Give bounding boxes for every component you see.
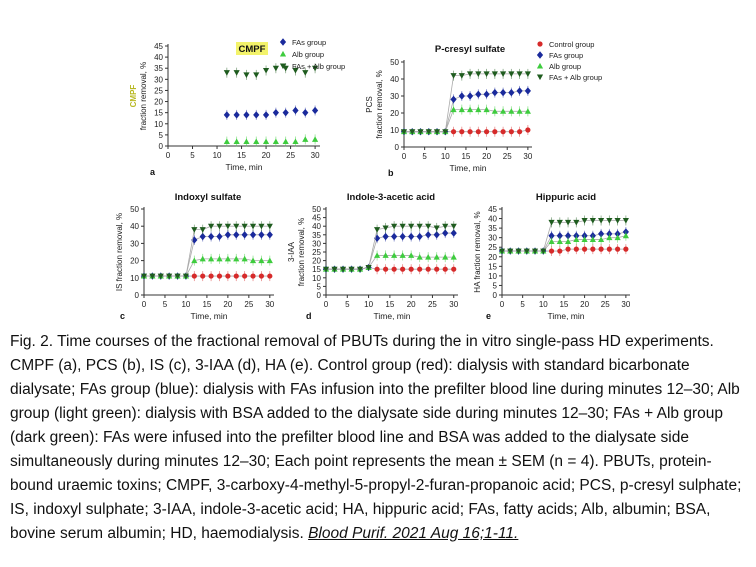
data-point bbox=[582, 247, 587, 252]
caption-citation: Blood Purif. 2021 Aug 16;1-11. bbox=[308, 525, 519, 542]
chart-b-ylabel-main: fraction removal, % bbox=[375, 70, 384, 139]
x-tick-label: 30 bbox=[449, 300, 459, 309]
x-tick-label: 5 bbox=[162, 300, 168, 309]
data-point bbox=[426, 267, 431, 272]
y-tick-label: 45 bbox=[488, 205, 497, 214]
x-tick-label: 30 bbox=[265, 300, 275, 309]
data-point bbox=[443, 267, 448, 272]
y-tick-label: 10 bbox=[154, 119, 163, 129]
y-tick-label: 45 bbox=[154, 42, 163, 51]
chart-a-ylabel-main: fraction removal, % bbox=[139, 61, 148, 131]
y-tick-label: 15 bbox=[488, 262, 497, 272]
data-point bbox=[434, 267, 439, 272]
x-tick-label: 20 bbox=[406, 300, 416, 309]
data-point bbox=[590, 247, 595, 252]
y-tick-label: 0 bbox=[134, 291, 139, 300]
data-point bbox=[234, 70, 240, 76]
data-point bbox=[302, 109, 308, 116]
chart-a-ylabel-prefix: CMPF bbox=[129, 84, 138, 108]
x-tick-label: 20 bbox=[482, 152, 492, 161]
data-point bbox=[234, 111, 240, 118]
data-point bbox=[273, 109, 279, 116]
data-point bbox=[607, 247, 612, 252]
x-tick-label: 20 bbox=[261, 151, 271, 160]
chart-d-title: Indole-3-acetic acid bbox=[346, 192, 436, 203]
data-point bbox=[263, 111, 269, 118]
y-tick-label: 10 bbox=[488, 271, 497, 281]
y-tick-label: 0 bbox=[316, 291, 321, 300]
x-tick-label: 10 bbox=[181, 300, 191, 309]
chart-c-panel-letter: c bbox=[120, 311, 126, 321]
data-point bbox=[492, 89, 498, 96]
data-point bbox=[392, 267, 397, 272]
y-tick-label: 50 bbox=[130, 205, 139, 214]
data-point bbox=[459, 92, 465, 99]
y-tick-label: 40 bbox=[312, 222, 321, 232]
data-point bbox=[467, 92, 473, 99]
legend-marker bbox=[537, 75, 543, 81]
chart-e-panel-letter: e bbox=[486, 311, 492, 321]
data-point bbox=[525, 127, 530, 132]
data-point bbox=[253, 72, 259, 78]
x-tick-label: 0 bbox=[141, 300, 147, 309]
data-point bbox=[234, 273, 239, 278]
data-point bbox=[525, 87, 531, 94]
data-point bbox=[383, 233, 389, 240]
data-point bbox=[208, 273, 213, 278]
y-tick-label: 20 bbox=[488, 252, 497, 262]
chart-a-series-0 bbox=[224, 105, 318, 119]
data-point bbox=[475, 91, 481, 98]
legend-label: FAs group bbox=[292, 38, 327, 47]
data-point bbox=[508, 89, 514, 96]
x-tick-label: 25 bbox=[502, 152, 512, 161]
y-tick-label: 40 bbox=[390, 75, 399, 84]
data-point bbox=[224, 138, 230, 144]
caption-text: Fig. 2. Time courses of the fractional removal of PBUTs during the in vitro single-pass HD experiments. CMPF (a), PCS (b), IS (c), 3-IAA (d), HA (e). Control group (red): dialysis with standard bicarbonate dialysate; FAs group (blue): dialysis with FAs infusion into the prefilter blood line during minutes 12–30; Alb group (light green): dialysis with BSA added to the dialysate side during minutes 12–30; FAs + Alb group (dark green): FAs were infused into the prefilter blood line and BSA was added to the dialysate side simultaneously during minutes 12–30; Each point represents the mean ± SEM (n = 4). PBUTs, protein-bound uraemic toxins; CMPF, 3-carboxy-4-methyl-5-propyl-2-furan-propanoic acid; PCS, p-cresyl sulphate; IS, indoxyl sulphate; 3-IAA, indole-3-acetic acid; HA, hippuric acid; FAs, fatty acids; Alb, albumin; BSA, bovine serum albumin; HD, haemodialysis. bbox=[10, 333, 742, 542]
y-tick-label: 35 bbox=[312, 230, 321, 240]
data-point bbox=[492, 129, 497, 134]
y-tick-label: 25 bbox=[488, 243, 497, 253]
y-tick-label: 25 bbox=[154, 86, 163, 96]
data-point bbox=[200, 273, 205, 278]
data-point bbox=[312, 107, 318, 114]
data-point bbox=[233, 231, 239, 238]
data-point bbox=[217, 273, 222, 278]
legend-label: Alb group bbox=[292, 50, 325, 59]
data-point bbox=[425, 231, 431, 238]
data-point bbox=[225, 273, 230, 278]
chart-d-panel-letter: d bbox=[306, 311, 312, 321]
x-tick-label: 25 bbox=[427, 300, 437, 309]
series-line bbox=[404, 74, 528, 132]
x-tick-label: 10 bbox=[364, 300, 374, 309]
data-point bbox=[615, 247, 620, 252]
x-tick-label: 15 bbox=[461, 152, 471, 161]
data-point bbox=[557, 248, 562, 253]
y-tick-label: 35 bbox=[488, 224, 497, 234]
chart-b-xlabel: Time, min bbox=[449, 163, 487, 173]
y-tick-label: 30 bbox=[154, 75, 163, 85]
x-tick-label: 30 bbox=[523, 152, 533, 161]
x-tick-label: 5 bbox=[190, 151, 195, 160]
y-tick-label: 0 bbox=[158, 142, 163, 151]
data-point bbox=[273, 138, 279, 144]
data-point bbox=[258, 231, 264, 238]
y-tick-label: 40 bbox=[154, 53, 163, 63]
data-point bbox=[224, 70, 230, 76]
legend-marker bbox=[280, 51, 286, 57]
data-point bbox=[224, 111, 230, 118]
data-point bbox=[273, 66, 279, 72]
chart-c bbox=[115, 192, 275, 321]
data-point bbox=[417, 267, 422, 272]
y-tick-label: 25 bbox=[312, 248, 321, 257]
data-point bbox=[400, 267, 405, 272]
x-tick-label: 5 bbox=[345, 300, 350, 309]
data-point bbox=[283, 138, 289, 144]
data-point bbox=[434, 225, 440, 231]
y-tick-label: 10 bbox=[390, 126, 399, 135]
legend-marker bbox=[537, 63, 543, 69]
data-point bbox=[243, 72, 249, 78]
data-point bbox=[312, 136, 318, 142]
x-tick-label: 25 bbox=[286, 151, 296, 160]
data-point bbox=[467, 129, 472, 134]
x-tick-label: 20 bbox=[580, 300, 590, 309]
data-point bbox=[250, 231, 256, 238]
data-point bbox=[208, 233, 214, 240]
y-tick-label: 15 bbox=[154, 108, 163, 118]
data-point bbox=[267, 231, 273, 238]
chart-c-ylabel: IS fraction removal, % bbox=[115, 212, 124, 292]
legend-marker bbox=[537, 51, 543, 58]
x-tick-label: 5 bbox=[422, 152, 427, 161]
x-tick-label: 15 bbox=[385, 300, 395, 309]
data-point bbox=[549, 248, 554, 253]
y-tick-label: 50 bbox=[390, 58, 399, 67]
x-tick-label: 0 bbox=[323, 300, 329, 309]
chart-c-xlabel: Time, min bbox=[190, 311, 228, 321]
data-point bbox=[459, 129, 464, 134]
chart-a bbox=[129, 38, 345, 177]
x-tick-label: 30 bbox=[310, 151, 320, 160]
y-tick-label: 30 bbox=[130, 239, 139, 249]
data-point bbox=[253, 111, 259, 118]
data-point bbox=[292, 107, 298, 114]
data-point bbox=[517, 87, 523, 94]
legend-label: FAs + Alb group bbox=[292, 62, 346, 71]
x-tick-label: 15 bbox=[559, 300, 569, 309]
data-point bbox=[450, 96, 456, 103]
legend-marker bbox=[280, 38, 286, 45]
data-point bbox=[623, 233, 629, 239]
data-point bbox=[574, 247, 579, 252]
y-tick-label: 45 bbox=[312, 213, 321, 223]
x-tick-label: 25 bbox=[600, 300, 610, 309]
y-tick-label: 20 bbox=[390, 109, 399, 118]
x-tick-label: 0 bbox=[165, 151, 171, 160]
legend-label: Alb group bbox=[549, 62, 582, 71]
chart-c-series-3 bbox=[141, 221, 273, 279]
data-point bbox=[400, 233, 406, 240]
data-point bbox=[283, 109, 289, 116]
y-tick-label: 5 bbox=[492, 281, 497, 291]
x-tick-label: 10 bbox=[440, 152, 450, 161]
chart-b bbox=[365, 40, 602, 178]
data-point bbox=[451, 129, 456, 134]
data-point bbox=[500, 89, 506, 96]
chart-b-ylabel-prefix: PCS bbox=[365, 96, 374, 113]
data-point bbox=[216, 233, 222, 240]
y-tick-label: 35 bbox=[154, 64, 163, 74]
chart-a-panel-letter: a bbox=[150, 167, 156, 177]
y-tick-label: 10 bbox=[312, 273, 321, 283]
chart-b-series-3 bbox=[401, 69, 531, 135]
data-point bbox=[302, 136, 308, 142]
data-point bbox=[292, 138, 298, 144]
data-point bbox=[598, 247, 603, 252]
chart-d-ylabel-prefix: 3-IAA bbox=[287, 241, 296, 263]
data-point bbox=[192, 273, 197, 278]
y-tick-label: 20 bbox=[312, 256, 321, 266]
y-tick-label: 30 bbox=[312, 239, 321, 249]
chart-b-title: P-cresyl sulfate bbox=[434, 44, 506, 55]
data-point bbox=[408, 233, 414, 240]
legend-label: FAs group bbox=[549, 51, 584, 60]
y-tick-label: 0 bbox=[394, 143, 399, 152]
x-tick-label: 0 bbox=[499, 300, 505, 309]
data-point bbox=[259, 273, 264, 278]
x-tick-label: 10 bbox=[538, 300, 548, 309]
data-point bbox=[243, 111, 249, 118]
data-point bbox=[391, 233, 397, 240]
chart-c-title: Indoxyl sulfate bbox=[174, 192, 242, 203]
y-tick-label: 30 bbox=[390, 92, 399, 101]
legend-label: FAs + Alb group bbox=[549, 73, 603, 82]
x-tick-label: 25 bbox=[244, 300, 254, 309]
data-point bbox=[565, 247, 570, 252]
data-point bbox=[517, 129, 522, 134]
data-point bbox=[451, 267, 456, 272]
legend-label: Control group bbox=[549, 40, 595, 49]
x-tick-label: 0 bbox=[401, 152, 407, 161]
data-point bbox=[500, 129, 505, 134]
data-point bbox=[383, 267, 388, 272]
chart-b-panel-letter: b bbox=[388, 168, 394, 178]
legend-marker bbox=[537, 41, 542, 46]
data-point bbox=[242, 273, 247, 278]
y-tick-label: 20 bbox=[154, 97, 163, 107]
chart-e-xlabel: Time, min bbox=[547, 311, 585, 321]
chart-d-xlabel: Time, min bbox=[373, 311, 411, 321]
y-tick-label: 30 bbox=[488, 233, 497, 243]
data-point bbox=[253, 138, 259, 144]
x-tick-label: 20 bbox=[223, 300, 233, 309]
data-point bbox=[243, 138, 249, 144]
y-tick-label: 20 bbox=[130, 256, 139, 266]
chart-e-ylabel: HA fraction removal, % bbox=[473, 211, 482, 293]
data-point bbox=[234, 138, 240, 144]
data-point bbox=[623, 247, 628, 252]
chart-d-ylabel-main: fraction removal, % bbox=[297, 217, 306, 287]
chart-d bbox=[287, 192, 459, 321]
data-point bbox=[263, 138, 269, 144]
data-point bbox=[302, 70, 308, 76]
x-tick-label: 15 bbox=[202, 300, 212, 309]
x-tick-label: 10 bbox=[212, 151, 222, 160]
y-tick-label: 15 bbox=[312, 265, 321, 275]
series-line bbox=[326, 233, 454, 269]
chart-a-title: CMPF bbox=[238, 44, 266, 55]
data-point bbox=[374, 267, 379, 272]
data-point bbox=[225, 231, 231, 238]
data-point bbox=[242, 231, 248, 238]
chart-a-xlabel: Time, min bbox=[225, 162, 263, 172]
chart-e-title: Hippuric acid bbox=[535, 192, 597, 203]
y-tick-label: 10 bbox=[130, 273, 139, 283]
data-point bbox=[417, 233, 423, 240]
data-point bbox=[374, 227, 380, 233]
data-point bbox=[263, 68, 269, 74]
data-point bbox=[250, 273, 255, 278]
data-point bbox=[483, 91, 489, 98]
figure-caption bbox=[10, 330, 748, 546]
data-point bbox=[476, 129, 481, 134]
x-tick-label: 5 bbox=[520, 300, 525, 309]
y-tick-label: 5 bbox=[316, 282, 321, 292]
data-point bbox=[267, 273, 272, 278]
y-tick-label: 5 bbox=[158, 130, 163, 140]
y-tick-label: 40 bbox=[488, 214, 497, 224]
chart-a-series-1 bbox=[224, 134, 318, 146]
y-tick-label: 50 bbox=[312, 205, 321, 214]
chart-e bbox=[473, 192, 631, 321]
data-point bbox=[484, 129, 489, 134]
x-tick-label: 30 bbox=[621, 300, 631, 309]
data-point bbox=[509, 129, 514, 134]
x-tick-label: 15 bbox=[237, 151, 247, 160]
y-tick-label: 0 bbox=[492, 291, 497, 300]
series-line bbox=[144, 235, 270, 276]
data-point bbox=[409, 267, 414, 272]
y-tick-label: 40 bbox=[130, 222, 139, 232]
series-line bbox=[326, 226, 454, 269]
